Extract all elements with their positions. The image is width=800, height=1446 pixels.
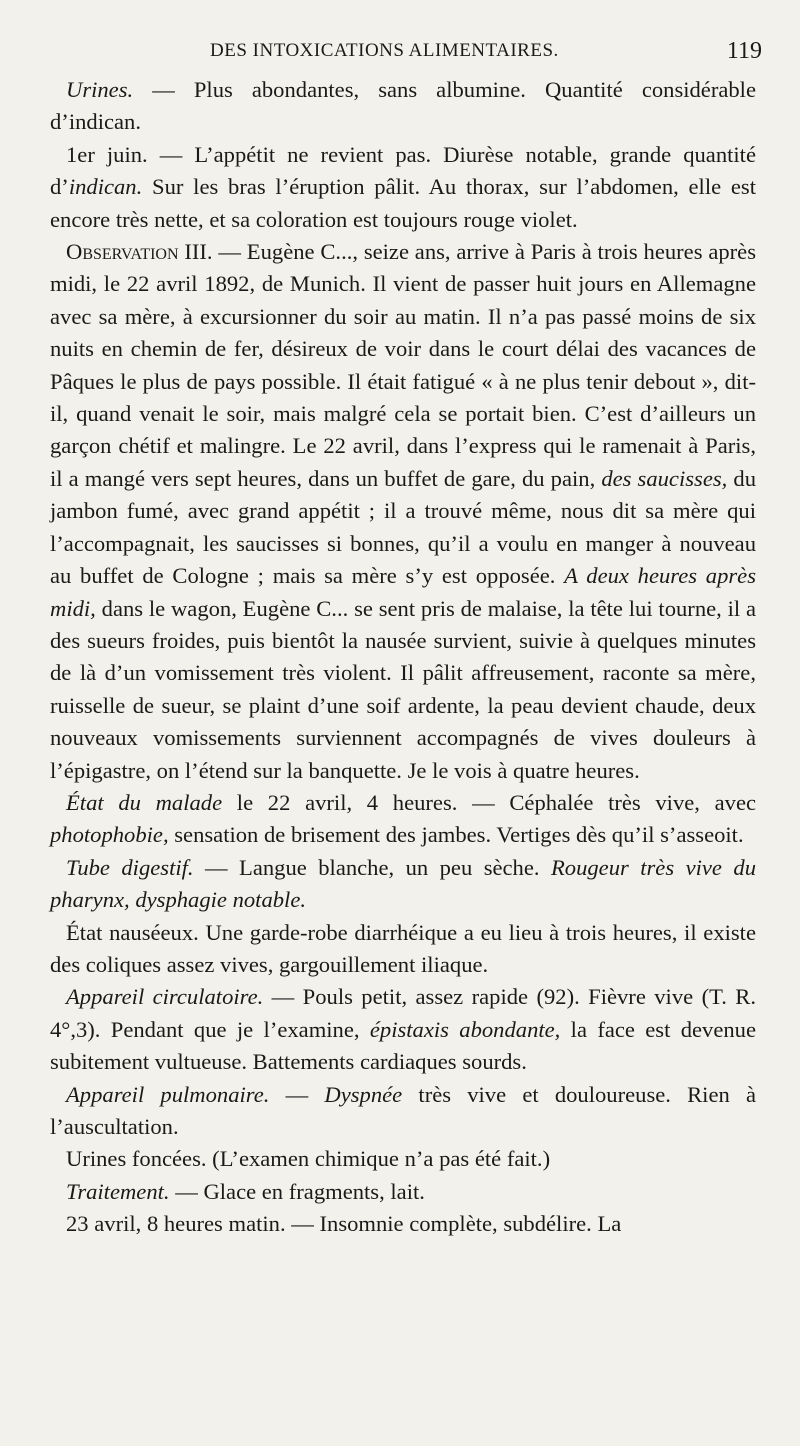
paragraph: [50, 236, 756, 787]
italic-text: A deux heures après midi,: [50, 563, 756, 621]
text-run: du jambon fumé, avec grand appétit ; il a trouvé même, nous dit sa mère qui l’accompagnait, les saucisses si bonnes, qu’il a voulu en manger à nouveau au buffet de Cologne ; mais sa mère s’y est opposée.: [50, 465, 756, 589]
page-header: [0, 36, 800, 76]
text-run: Urines foncées. (L’examen chimique n’a pas été fait.): [66, 1146, 551, 1172]
text-run: dans le wagon, Eugène C... se sent pris de malaise, la tête lui tourne, il a des sueurs froides, puis bientôt la nausée survient, suivie à quelques minutes de là d’un vomissement très violent. Il pâlit affreusement, raconte sa mère, ruisselle de sueur, se plaint d’une soif ardente, la peau devient chaude, deux nouveaux vomissements surviennent accompagnés de vives douleurs à l’épigastre, on l’étend sur la banquette. Je le vois à quatre heures.: [50, 595, 756, 783]
text-run: le 22 avril, 4 heures. — Céphalée très vive, avec: [222, 789, 756, 815]
text-run: —: [269, 1081, 325, 1107]
body-text: [50, 74, 756, 1241]
italic-text: indican.: [68, 174, 143, 200]
paragraph: [50, 1176, 756, 1208]
text-run: 1er juin. — L’appétit ne revient pas. Diurèse notable, grande quantité d’: [50, 141, 756, 200]
italic-text: photophobie,: [50, 822, 169, 848]
paragraph: [50, 1079, 756, 1144]
text-run: très vive et douloureuse. Rien à l’auscultation.: [50, 1081, 757, 1139]
italic-text: Tube digestif.: [66, 854, 194, 880]
text-run: — Glace en fragments, lait.: [169, 1178, 425, 1204]
paragraph: [50, 1208, 756, 1240]
text-run: — Langue blanche, un peu sèche.: [193, 854, 551, 880]
text-run: III. — Eugène C..., seize ans, arrive à Paris à trois heures après midi, le 22 avril 1892, de Munich. Il vient de passer huit jours en Allemagne avec sa mère, à excursionner du soir au matin. Il n’a pas passé moins de six nuits en chemin de fer, désireux de voir dans le court délai des vacances de Pâques le plus de pays possible. Il était fatigué « à ne plus tenir debout », dit-il, quand venait le soir, mais malgré cela se portait bien. C’est d’ailleurs un garçon chétif et malingre. Le 22 avril, dans l’express qui le ramenait à Paris, il a mangé vers sept heures, dans un buffet de gare, du pain,: [50, 239, 756, 491]
italic-text: Dyspnée: [324, 1081, 403, 1107]
italic-text: Appareil circulatoire.: [66, 984, 264, 1010]
paragraph: [50, 981, 756, 1078]
text-run: sensation de brisement des jambes. Vertiges dès qu’il s’asseoit.: [168, 822, 744, 848]
paragraph: [50, 787, 756, 852]
italic-text: Traitement.: [66, 1178, 170, 1204]
italic-text: État du malade: [66, 789, 223, 815]
paragraph: [50, 1143, 756, 1175]
italic-text: des saucisses,: [601, 465, 728, 491]
paragraph: [50, 74, 756, 139]
text-run: État nauséeux. Une garde-robe diarrhéique a eu lieu à trois heures, il existe des coliques assez vives, gargouillement iliaque.: [50, 919, 756, 977]
paragraph: [50, 139, 756, 236]
page-number: 119: [726, 38, 762, 64]
italic-text: Urines.: [66, 77, 134, 102]
text-run: 23 avril, 8 heures matin. — Insomnie complète, subdélire. La: [66, 1211, 622, 1237]
paragraph: [50, 917, 756, 982]
running-title: DES INTOXICATIONS ALIMENTAIRES.: [210, 40, 559, 61]
text-run: la face est devenue subitement vultueuse. Battements cardiaques sourds.: [50, 1016, 756, 1075]
small-caps-text: Observation: [66, 239, 179, 265]
text-run: — Plus abondantes, sans albumine. Quantité considérable d’indican.: [50, 77, 756, 135]
italic-text: Rougeur très vive du pharynx, dysphagie notable.: [50, 854, 756, 913]
text-run: Sur les bras l’éruption pâlit. Au thorax, sur l’abdomen, elle est encore très nette, et sa coloration est toujours rouge violet.: [50, 174, 756, 232]
italic-text: Appareil pulmonaire.: [66, 1081, 270, 1107]
text-run: — Pouls petit, assez rapide (92). Fièvre vive (T. R. 4°,3). Pendant que je l’examine,: [50, 984, 756, 1042]
paragraph: [50, 852, 756, 917]
italic-text: épistaxis abondante,: [369, 1016, 561, 1042]
